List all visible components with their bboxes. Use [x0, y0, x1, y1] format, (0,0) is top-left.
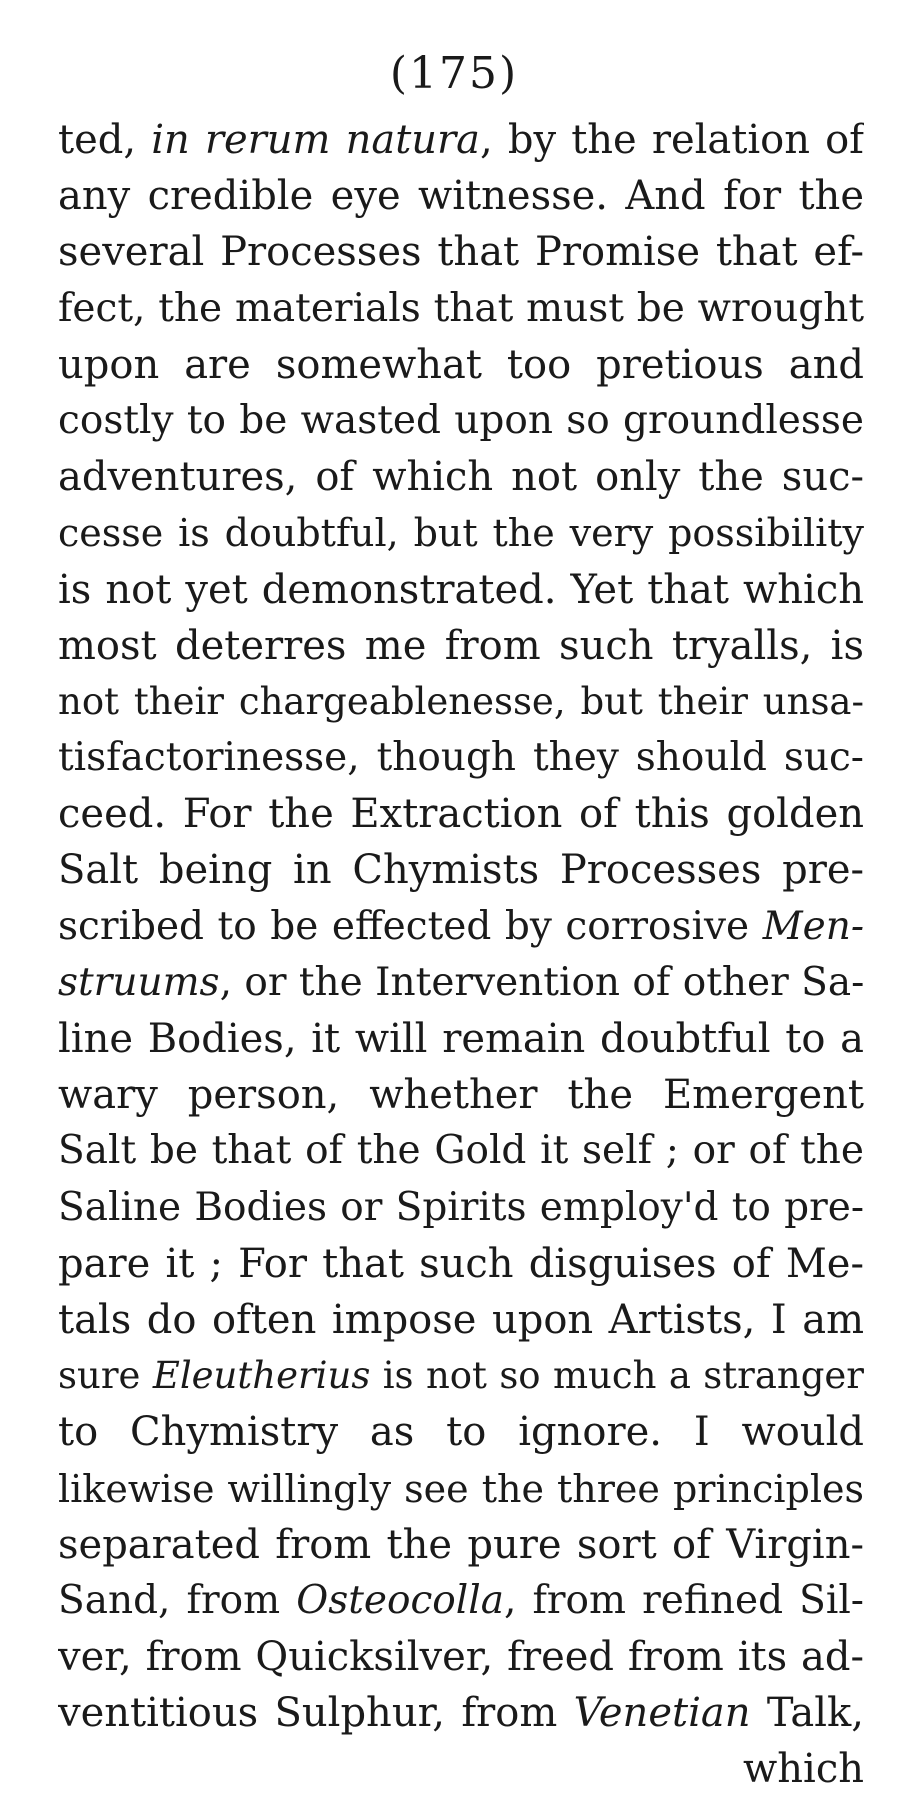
text-segment: is not yet demonstrated. Yet that which — [58, 566, 864, 613]
text-segment: tals do often impose upon Artists, I am — [58, 1296, 864, 1343]
text-segment: to Chymistry as to ignore. I would — [58, 1409, 864, 1456]
text-line — [58, 449, 864, 505]
text-line — [58, 955, 864, 1011]
text-line — [58, 730, 864, 786]
text-segment: wary person, whether the Emergent — [58, 1072, 864, 1119]
text-line — [58, 505, 864, 561]
text-segment: is not so much a stranger — [370, 1354, 864, 1398]
text-segment: several Processes that Promise that ef- — [58, 229, 864, 276]
text-line — [58, 1180, 864, 1236]
text-segment: , by the relation of — [480, 117, 864, 163]
text-segment: pare it ; For that such disguises of Me- — [58, 1240, 864, 1287]
text-segment: scribed to be effected by corrosive — [58, 903, 763, 949]
page-number: (175) — [389, 48, 519, 99]
text-line — [58, 281, 864, 337]
text-segment: Salt being in Chymists Processes pre- — [58, 847, 864, 894]
italic-text: struums — [58, 959, 220, 1005]
text-segment: ver, from Quicksilver, freed from its ad- — [58, 1634, 864, 1681]
italic-text: Eleutherius — [152, 1354, 371, 1398]
text-line — [58, 899, 864, 955]
text-line — [58, 1011, 864, 1067]
text-segment: fect, the materials that must be wrought — [58, 285, 864, 331]
text-line — [58, 842, 864, 898]
text-segment: Talk, — [750, 1690, 864, 1737]
text-line — [58, 1517, 864, 1573]
text-segment: any credible eye witnesse. And for the — [58, 173, 864, 220]
text-segment: likewise willingly see the three principles — [58, 1466, 864, 1511]
text-line — [58, 1123, 864, 1179]
text-segment: adventures, of which not only the suc- — [58, 454, 864, 501]
text-line — [58, 1629, 864, 1685]
text-segment: separated from the pure sort of Virgin- — [58, 1521, 864, 1568]
text-segment: line Bodies, it will remain doubtful to a — [58, 1016, 864, 1062]
text-segment: not their chargeablenesse, but their unsa- — [58, 679, 864, 723]
text-segment: , from refined Sil- — [503, 1577, 864, 1623]
text-line — [58, 786, 864, 842]
text-line — [58, 562, 864, 618]
text-line — [58, 1348, 864, 1404]
text-segment: upon are somewhat too pretious and — [58, 341, 864, 388]
text-segment: cesse is doubtful, but the very possibility — [58, 511, 864, 556]
text-segment: Sand, from — [58, 1577, 297, 1623]
text-segment: ceed. For the Extraction of this golden — [58, 791, 864, 838]
text-line — [58, 112, 864, 168]
italic-text: Osteocolla — [296, 1577, 504, 1623]
catchword: which — [743, 1746, 864, 1793]
body-text — [58, 112, 864, 1798]
text-line — [58, 168, 864, 224]
text-segment: ted, — [58, 117, 152, 163]
text-line — [58, 674, 864, 730]
text-line — [58, 224, 864, 280]
text-segment: , or the Intervention of other Sa- — [219, 959, 864, 1005]
text-segment: Salt be that of the Gold it self ; or of the — [58, 1128, 864, 1174]
text-segment: Saline Bodies or Spirits employ'd to pre- — [58, 1184, 864, 1230]
text-segment: tisfactorinesse, though they should suc- — [58, 735, 864, 781]
text-line — [58, 618, 864, 674]
text-line — [58, 1236, 864, 1292]
text-line — [58, 393, 864, 449]
text-line — [58, 1067, 864, 1123]
text-segment: sure — [58, 1354, 153, 1398]
text-line — [58, 1685, 864, 1741]
italic-text: in rerum natura — [151, 117, 481, 163]
text-segment: costly to be wasted upon so groundlesse — [58, 397, 864, 443]
italic-text: Venetian — [573, 1690, 751, 1737]
text-line — [58, 1573, 864, 1629]
text-line — [58, 337, 864, 393]
text-segment: ventitious Sulphur, from — [58, 1690, 574, 1737]
text-line — [58, 1292, 864, 1348]
text-line — [58, 1404, 864, 1460]
italic-text: Men- — [762, 903, 864, 949]
text-line — [58, 1461, 864, 1517]
text-segment: most deterres me from such tryalls, is — [58, 622, 864, 669]
